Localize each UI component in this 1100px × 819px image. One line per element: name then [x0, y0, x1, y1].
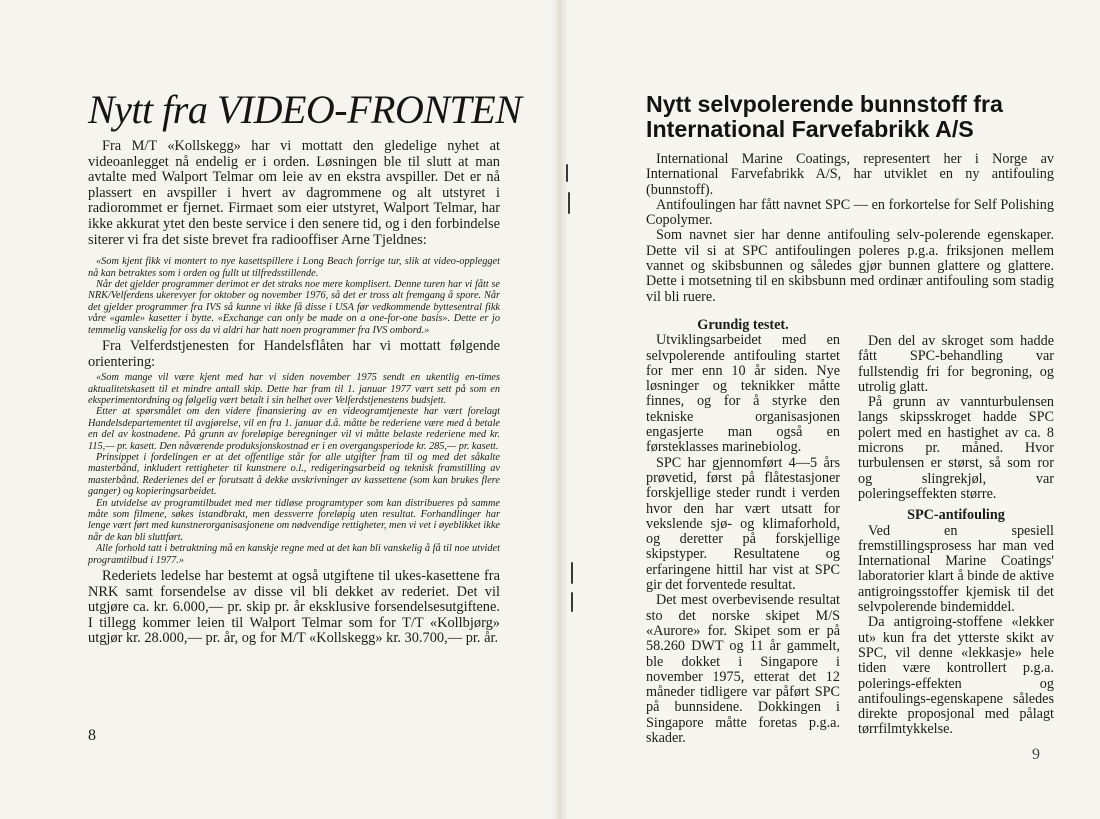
- paragraph: SPC har gjennomført 4—5 års prøvetid, først på flåtestasjoner forskjellige steder rundt i verden hvor den har vært utsatt for vekslende sjø- og klimaforhold, og deretter på forskjellige skipstyper. Resultatene og erfaringene hittil har vist at SPC gir det forventede resultat.: [646, 454, 840, 594]
- paragraph: Da antigroing-stoffene «lekker ut» kun fra det ytterste skikt av SPC, vil denne «lekkasje» hele tiden være kontrollert p.g.a. polerings-effekten og antifoulings-egenskapene således direkte proposjonal med pålagt tørrfilmtykkelse.: [858, 614, 1054, 738]
- binding-mark: [571, 562, 573, 584]
- quote-paragraph: Når det gjelder programmer derimot er det straks noe mere komplisert. Denne turen har vi fått se NRK/Velferdens ukerevyer for oktober og november 1976, så det er tross alt fremgang å spore. Når det gjelder programmer fra IVS så kunne vi ikke få disse i USA før vedkommende byttesentral fikk våre «gamle» kasetter i bytte. «Exchange can only be made on a one-for-one basis». Dette er jo temmelig vanskelig for oss da vi aldri har hatt noen programmer fra IVS ombord.»: [88, 278, 500, 336]
- quote-paragraph: En utvidelse av programtilbudet med mer tidløse programtyper som kan distribueres på samme måte som filmene, søkes istandbrakt, men dessverre foreløpig uten resultat. Forhandlinger har lenge vært ført med kunstnerorganisasjonene om nødvendige rettigheter, men vi vet i øyeblikket ikke når de kan bli sluttført.: [88, 497, 500, 543]
- left-article-body: [88, 139, 500, 647]
- binding-mark: [568, 192, 570, 214]
- right-column-1: [646, 318, 840, 746]
- section-heading: SPC-antifouling: [907, 507, 1005, 524]
- paragraph: På grunn av vannturbulensen langs skipsskroget hadde SPC polert med en hastighet av ca. 8 microns pr. måned. Hvor turbulensen er størst, så som ror og slingrekjøl, var poleringseffekten større.: [858, 394, 1054, 502]
- right-article-title: [646, 92, 1003, 141]
- quote-paragraph: Etter at spørsmålet om den videre finansiering av en videogramtjeneste har vært forelagt Handelsdepartementet til avgjørelse, vil en fra 1. januar d.å. måtte be rederiene være med å betale en del av kostnadene. På grunn av foreløpige beregninger vil vi måtte belaste rederiene med kr. 115,— pr. kasett. Den nåværende produksjonskostnad er i en overgangsperiode kr. 285,— pr. kasett.: [88, 406, 500, 452]
- right-article-intro: [646, 152, 1054, 305]
- paragraph: Ved en spesiell fremstillingsprosess har man ved International Marine Coatings' laboratorier klart å binde de aktive antigroingsstoffer kjemisk til det selvpolerende bindemiddel.: [858, 522, 1054, 616]
- paragraph: International Marine Coatings, representert her i Norge av International Farvefabrikk A/S, har utviklet en ny antifouling (bunnstoff).: [646, 151, 1054, 198]
- right-column-2: [858, 334, 1054, 738]
- quote-paragraph: Alle forhold tatt i betraktning må en kanskje regne med at det kan bli vanskelig å få til noe utvidet programtilbud i 1977.»: [88, 543, 500, 566]
- quote-paragraph: Prinsippet i fordelingen er at det offentlige står for alle utgifter fram til og med det såkalte masterbånd, inkludert rettigheter til kunstnere o.l., redigeringsarbeid og teknisk framstilling av masterbånd. Rederienes del er forutsatt å dekke avskrivninger av kassettene (som kan brukes flere ganger) og kopieringsarbeidet.: [88, 452, 500, 498]
- paragraph: Fra Velferdstjenesten for Handelsflåten har vi mottatt følgende orientering:: [88, 338, 500, 370]
- quote-paragraph: «Som mange vil være kjent med har vi siden november 1975 sendt en ukentlig en-times aktualitetskasett til et mindre antall skip. Dette har fram til 1. januar 1977 vært sett på som en eksperimentordning og følgelig vært betalt i sin helhet over Velferdstjenestens budsjett.: [88, 372, 500, 406]
- orientation-quote: [88, 372, 500, 566]
- paragraph: Rederiets ledelse har bestemt at også utgiftene til ukes-kasettene fra NRK samt forsendelse av disse vil bli dekket av rederiet. Det vil utgjøre ca. kr. 6.000,— pr. skip pr. år eksklusive forsendelsesutgiftene. I tillegg kommer leien til Walport Telmar som for T/T «Kollbjørg» utgjør kr. 28.000,— pr. år, og for M/T «Kollskegg» kr. 30.700,— pr. år.: [88, 568, 500, 647]
- paragraph: Det mest overbevisende resultat sto det norske skipet M/S «Aurore» for. Skipet som er på 58.260 DWT og 11 år gammelt, ble dokket i Singapore i november 1975, etterat det 12 måneder tidligere var påført SPC på bunnsidene. Dokkingen i Singapore måtte foretas p.g.a. skader.: [646, 592, 840, 747]
- paragraph: Antifoulingen har fått navnet SPC — en forkortelse for Self Polishing Copolymer.: [646, 196, 1054, 229]
- quote-paragraph: «Som kjent fikk vi montert to nye kasettspillere i Long Beach forrige tur, slik at video-opplegget nå kan betraktes som i orden og fullt ut tilfredsstillende.: [88, 256, 500, 279]
- letter-quote: [88, 256, 500, 336]
- paragraph: Som navnet sier har denne antifouling selv-polerende egenskaper. Dette vil si at SPC antifoulingen poleres p.g.a. friksjonen mellem vannet og skibsbunnen og således gjør bunnen glattere og glattere. Dette i motsetning til en skibsbunn med ordinær antifouling som stadig vil bli ruere.: [646, 227, 1054, 305]
- binding-mark: [571, 592, 573, 612]
- paragraph: Den del av skroget som hadde fått SPC-behandling var fullstendig fri for begroning, og utrolig glatt.: [858, 333, 1054, 395]
- section-heading: Grundig testet.: [697, 317, 789, 333]
- page-gutter: [552, 0, 568, 819]
- title-line: Nytt selvpolerende bunnstoff fra: [646, 91, 1003, 117]
- left-article-title: Nytt fra VIDEO-FRONTEN: [88, 87, 522, 132]
- title-line: International Farvefabrikk A/S: [646, 115, 974, 142]
- paragraph: Utviklingsarbeidet med en selvpolerende antifouling startet for mer enn 10 år siden. Nye løsninger og teknikker måtte finnes, og for å styrke den tekniske organisasjonen engasjerte man også en førsteklasses marinebiolog.: [646, 332, 840, 456]
- page-number: 8: [88, 727, 96, 744]
- page-number: 9: [1032, 746, 1040, 763]
- binding-mark: [566, 164, 568, 182]
- paragraph: Fra M/T «Kollskegg» har vi mottatt den gledelige nyhet at videoanlegget nå endelig er i orden. Løsningen ble til slutt at man avtalte med Walport Telmar om leie av en ekstra avspiller. Det er nå plassert en avspiller i hvert av dagrommene og alt utstyret i radiorommet er fjernet. Firmaet som eier utstyret, Walport Telmar, har ikke akkurat ytet den beste service i den senere tid, og i den forbindelse siterer vi fra det siste brevet fra radiooffiser Arne Tjeldnes:: [88, 138, 500, 248]
